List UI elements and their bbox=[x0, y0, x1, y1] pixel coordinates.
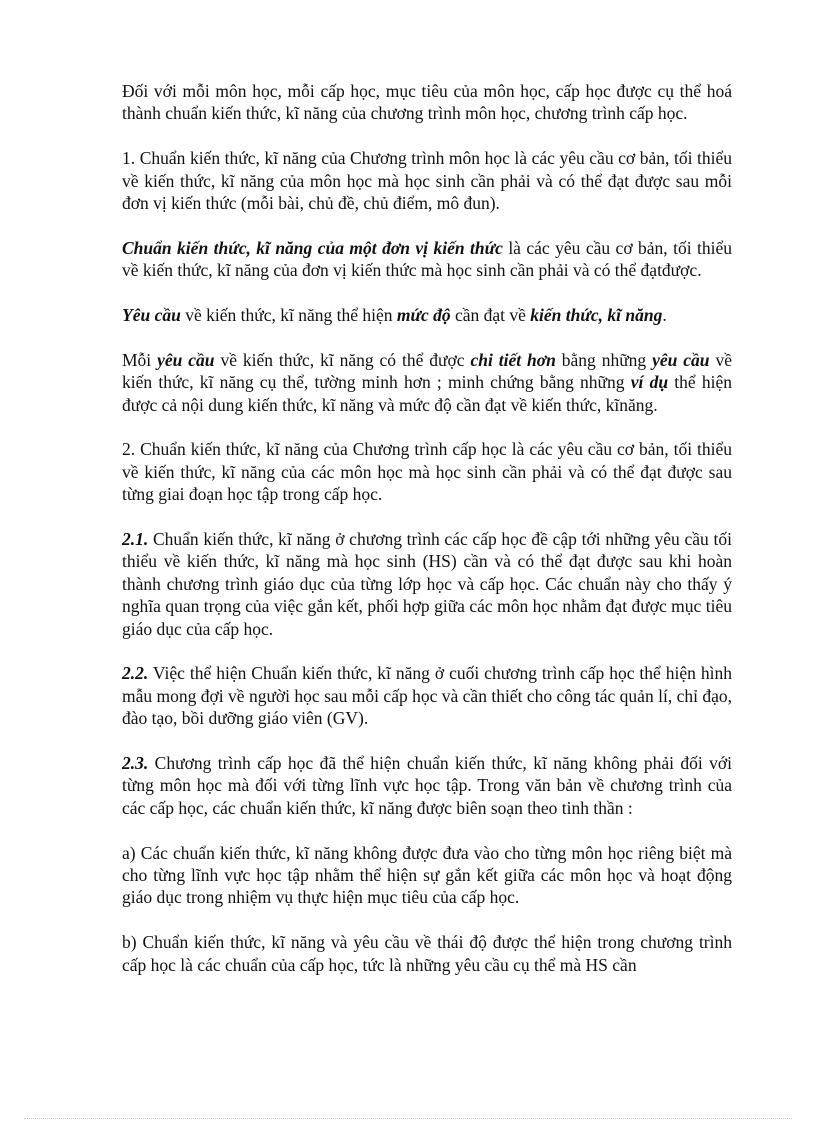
paragraph-a: a) Các chuẩn kiến thức, kĩ năng không được đưa vào cho từng môn học riêng biệt mà cho từng lĩnh vực học tập nhằm thể hiện sự gắn kết giữa các môn học và hoạt động giáo dục trong nhiệm vụ thực hiện mục tiêu của cấp học. bbox=[122, 842, 732, 908]
paragraph-2-1 bbox=[122, 528, 732, 640]
emphasis-unit-standard: Chuẩn kiến thức, kĩ năng của một đơn vị kiến thức bbox=[122, 237, 503, 258]
paragraph-b: b) Chuẩn kiến thức, kĩ năng và yêu cầu về thái độ được thể hiện trong chương trình cấp học là các chuẩn của cấp học, tức là những yêu cầu cụ thể mà HS cần bbox=[122, 932, 732, 975]
emphasis-level: mức độ bbox=[396, 305, 451, 326]
paragraph-2-2 bbox=[122, 662, 732, 729]
paragraph-unit-standard bbox=[122, 237, 732, 282]
text-segment: Việc thể hiện Chuẩn kiến thức, kĩ năng ở cuối chương trình cấp học thể hiện hình mẫu mong đợi về người học sau mỗi cấp học và cần thiết cho công tác quản lí, chỉ đạo, đào tạo, bồi dưỡng giáo viên (GV). bbox=[122, 663, 732, 729]
paragraph-intro: Đối với mỗi môn học, mỗi cấp học, mục tiêu của môn học, cấp học được cụ thể hoá thành chuẩn kiến thức, kĩ năng của chương trình môn học, chương trình cấp học. bbox=[122, 81, 732, 124]
paragraph-1-program-standard: 1. Chuẩn kiến thức, kĩ năng của Chương trình môn học là các yêu cầu cơ bản, tối thiểu về kiến thức, kĩ năng của môn học mà học sinh cần phải và có thể đạt được sau mỗi đơn vị kiến thức (mỗi bài, chủ đề, chủ điểm, mô đun). bbox=[122, 148, 732, 214]
text-segment: là các yêu cầu cơ bản, tối thiểu về kiến thức, kĩ năng của đơn vị kiến thức mà học sinh cần phải và có thể đạtđược. bbox=[122, 237, 733, 281]
text-segment: thể hiện được cả nội dung kiến thức, kĩ năng và mức độ cần đạt về kiến thức, kĩnăng. bbox=[122, 372, 732, 415]
emphasis-requirement: yêu cầu bbox=[652, 349, 710, 370]
emphasis-requirement: Yêu cầu bbox=[122, 305, 181, 326]
emphasis-example: ví dụ bbox=[630, 372, 669, 393]
section-number: 2.2. bbox=[122, 663, 149, 684]
document-page bbox=[122, 80, 732, 998]
emphasis-requirement: yêu cầu bbox=[157, 349, 215, 370]
section-number: 2.3. bbox=[122, 753, 149, 774]
paragraph-2-3 bbox=[122, 752, 732, 819]
text-segment: Chương trình cấp học đã thể hiện chuẩn kiến thức, kĩ năng không phải đối với từng môn học mà đối với từng lĩnh vực học tập. Trong văn bản về chương trình của các cấp học, các chuẩn kiến thức, kĩ năng được biên soạn theo tinh thần : bbox=[122, 753, 732, 818]
emphasis-knowledge-skill: kiến thức, kĩ năng bbox=[530, 305, 663, 326]
paragraph-each-requirement bbox=[122, 349, 732, 416]
text-segment: về kiến thức, kĩ năng thể hiện bbox=[180, 305, 397, 326]
text-segment: cần đạt về bbox=[450, 305, 531, 326]
emphasis-more-detail: chi tiết hơn bbox=[470, 349, 556, 370]
text-segment: Chuẩn kiến thức, kĩ năng ở chương trình các cấp học đề cập tới những yêu cầu tối thiểu về kiến thức, kĩ năng mà học sinh (HS) cần và có thể đạt được sau khi hoàn thành chương trình giáo dục của từng lớp học và cấp học. Các chuẩn này cho thấy ý nghĩa quan trọng của việc gắn kết, phối hợp giữa các môn học nhằm đạt được mục tiêu giáo dục của cấp học. bbox=[122, 529, 732, 639]
paragraph-2-level-standard: 2. Chuẩn kiến thức, kĩ năng của Chương trình cấp học là các yêu cầu cơ bản, tối thiểu về kiến thức, kĩ năng của các môn học mà học sinh cần phải và có thể đạt được sau từng giai đoạn học tập trong cấp học. bbox=[122, 439, 732, 505]
text-segment: Mỗi bbox=[122, 349, 158, 370]
paragraph-requirement bbox=[122, 304, 732, 326]
text-segment: về kiến thức, kĩ năng cụ thể, tường minh hơn ; minh chứng bằng những bbox=[122, 349, 732, 393]
section-number: 2.1. bbox=[122, 529, 149, 550]
text-segment: về kiến thức, kĩ năng có thể được bbox=[214, 349, 471, 370]
text-segment: . bbox=[662, 305, 667, 326]
text-segment: bằng những bbox=[555, 349, 653, 370]
page-footer-divider bbox=[24, 1118, 792, 1119]
